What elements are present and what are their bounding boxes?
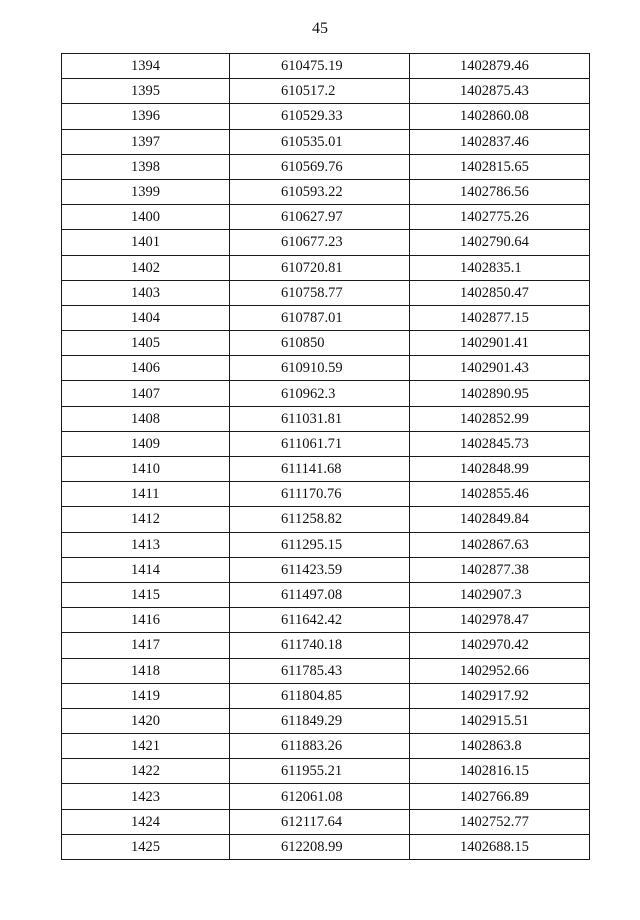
y-coordinate-cell: 1402917.92 xyxy=(410,683,590,708)
table-row xyxy=(62,54,590,79)
x-coordinate-cell: 610517.2 xyxy=(230,79,410,104)
table-row xyxy=(62,557,590,582)
point-number-cell: 1424 xyxy=(62,809,230,834)
point-number-cell: 1395 xyxy=(62,79,230,104)
x-coordinate-cell: 610475.19 xyxy=(230,54,410,79)
table-row xyxy=(62,356,590,381)
point-number-cell: 1405 xyxy=(62,331,230,356)
table-row xyxy=(62,708,590,733)
point-number-cell: 1400 xyxy=(62,205,230,230)
table-row xyxy=(62,482,590,507)
coordinates-table xyxy=(61,53,590,860)
table-row xyxy=(62,532,590,557)
table-row xyxy=(62,154,590,179)
x-coordinate-cell: 611295.15 xyxy=(230,532,410,557)
y-coordinate-cell: 1402901.41 xyxy=(410,331,590,356)
y-coordinate-cell: 1402907.3 xyxy=(410,582,590,607)
y-coordinate-cell: 1402816.15 xyxy=(410,759,590,784)
y-coordinate-cell: 1402875.43 xyxy=(410,79,590,104)
point-number-cell: 1397 xyxy=(62,129,230,154)
y-coordinate-cell: 1402786.56 xyxy=(410,179,590,204)
x-coordinate-cell: 610720.81 xyxy=(230,255,410,280)
table-row xyxy=(62,104,590,129)
point-number-cell: 1396 xyxy=(62,104,230,129)
y-coordinate-cell: 1402790.64 xyxy=(410,230,590,255)
table-row xyxy=(62,784,590,809)
y-coordinate-cell: 1402815.65 xyxy=(410,154,590,179)
x-coordinate-cell: 610962.3 xyxy=(230,381,410,406)
point-number-cell: 1417 xyxy=(62,633,230,658)
x-coordinate-cell: 610787.01 xyxy=(230,305,410,330)
table-row xyxy=(62,608,590,633)
y-coordinate-cell: 1402863.8 xyxy=(410,734,590,759)
table-row xyxy=(62,734,590,759)
y-coordinate-cell: 1402978.47 xyxy=(410,608,590,633)
point-number-cell: 1407 xyxy=(62,381,230,406)
x-coordinate-cell: 611061.71 xyxy=(230,431,410,456)
x-coordinate-cell: 610910.59 xyxy=(230,356,410,381)
point-number-cell: 1398 xyxy=(62,154,230,179)
x-coordinate-cell: 611497.08 xyxy=(230,582,410,607)
table-row xyxy=(62,331,590,356)
x-coordinate-cell: 610850 xyxy=(230,331,410,356)
table-row xyxy=(62,79,590,104)
table-row xyxy=(62,179,590,204)
table-row xyxy=(62,406,590,431)
y-coordinate-cell: 1402775.26 xyxy=(410,205,590,230)
x-coordinate-cell: 612061.08 xyxy=(230,784,410,809)
y-coordinate-cell: 1402890.95 xyxy=(410,381,590,406)
y-coordinate-cell: 1402852.99 xyxy=(410,406,590,431)
y-coordinate-cell: 1402860.08 xyxy=(410,104,590,129)
table-row xyxy=(62,255,590,280)
table-row xyxy=(62,582,590,607)
y-coordinate-cell: 1402850.47 xyxy=(410,280,590,305)
point-number-cell: 1403 xyxy=(62,280,230,305)
point-number-cell: 1416 xyxy=(62,608,230,633)
table-row xyxy=(62,834,590,859)
point-number-cell: 1404 xyxy=(62,305,230,330)
table-row xyxy=(62,507,590,532)
x-coordinate-cell: 611141.68 xyxy=(230,457,410,482)
point-number-cell: 1425 xyxy=(62,834,230,859)
table-row xyxy=(62,280,590,305)
table-row xyxy=(62,431,590,456)
x-coordinate-cell: 610569.76 xyxy=(230,154,410,179)
x-coordinate-cell: 610758.77 xyxy=(230,280,410,305)
x-coordinate-cell: 610535.01 xyxy=(230,129,410,154)
point-number-cell: 1406 xyxy=(62,356,230,381)
x-coordinate-cell: 610593.22 xyxy=(230,179,410,204)
y-coordinate-cell: 1402855.46 xyxy=(410,482,590,507)
x-coordinate-cell: 610677.23 xyxy=(230,230,410,255)
y-coordinate-cell: 1402877.38 xyxy=(410,557,590,582)
x-coordinate-cell: 611785.43 xyxy=(230,658,410,683)
point-number-cell: 1414 xyxy=(62,557,230,582)
y-coordinate-cell: 1402877.15 xyxy=(410,305,590,330)
table-row xyxy=(62,683,590,708)
x-coordinate-cell: 612117.64 xyxy=(230,809,410,834)
table-row xyxy=(62,205,590,230)
y-coordinate-cell: 1402835.1 xyxy=(410,255,590,280)
point-number-cell: 1402 xyxy=(62,255,230,280)
point-number-cell: 1418 xyxy=(62,658,230,683)
table-row xyxy=(62,809,590,834)
y-coordinate-cell: 1402952.66 xyxy=(410,658,590,683)
point-number-cell: 1411 xyxy=(62,482,230,507)
y-coordinate-cell: 1402837.46 xyxy=(410,129,590,154)
y-coordinate-cell: 1402849.84 xyxy=(410,507,590,532)
point-number-cell: 1408 xyxy=(62,406,230,431)
x-coordinate-cell: 611740.18 xyxy=(230,633,410,658)
table-row xyxy=(62,230,590,255)
point-number-cell: 1422 xyxy=(62,759,230,784)
point-number-cell: 1401 xyxy=(62,230,230,255)
point-number-cell: 1409 xyxy=(62,431,230,456)
x-coordinate-cell: 611170.76 xyxy=(230,482,410,507)
table-row xyxy=(62,305,590,330)
y-coordinate-cell: 1402970.42 xyxy=(410,633,590,658)
point-number-cell: 1399 xyxy=(62,179,230,204)
x-coordinate-cell: 611031.81 xyxy=(230,406,410,431)
table-row xyxy=(62,633,590,658)
x-coordinate-cell: 611804.85 xyxy=(230,683,410,708)
table-row xyxy=(62,457,590,482)
coordinates-table-body xyxy=(62,54,590,860)
x-coordinate-cell: 611423.59 xyxy=(230,557,410,582)
point-number-cell: 1415 xyxy=(62,582,230,607)
x-coordinate-cell: 611849.29 xyxy=(230,708,410,733)
point-number-cell: 1413 xyxy=(62,532,230,557)
y-coordinate-cell: 1402867.63 xyxy=(410,532,590,557)
y-coordinate-cell: 1402766.89 xyxy=(410,784,590,809)
point-number-cell: 1423 xyxy=(62,784,230,809)
x-coordinate-cell: 610529.33 xyxy=(230,104,410,129)
point-number-cell: 1412 xyxy=(62,507,230,532)
point-number-cell: 1394 xyxy=(62,54,230,79)
x-coordinate-cell: 612208.99 xyxy=(230,834,410,859)
x-coordinate-cell: 611883.26 xyxy=(230,734,410,759)
point-number-cell: 1410 xyxy=(62,457,230,482)
point-number-cell: 1419 xyxy=(62,683,230,708)
x-coordinate-cell: 611258.82 xyxy=(230,507,410,532)
y-coordinate-cell: 1402879.46 xyxy=(410,54,590,79)
table-row xyxy=(62,381,590,406)
table-row xyxy=(62,759,590,784)
page-number: 45 xyxy=(312,20,328,37)
point-number-cell: 1420 xyxy=(62,708,230,733)
y-coordinate-cell: 1402848.99 xyxy=(410,457,590,482)
x-coordinate-cell: 611955.21 xyxy=(230,759,410,784)
y-coordinate-cell: 1402915.51 xyxy=(410,708,590,733)
table-row xyxy=(62,129,590,154)
point-number-cell: 1421 xyxy=(62,734,230,759)
x-coordinate-cell: 611642.42 xyxy=(230,608,410,633)
x-coordinate-cell: 610627.97 xyxy=(230,205,410,230)
table-row xyxy=(62,658,590,683)
y-coordinate-cell: 1402845.73 xyxy=(410,431,590,456)
y-coordinate-cell: 1402688.15 xyxy=(410,834,590,859)
y-coordinate-cell: 1402752.77 xyxy=(410,809,590,834)
y-coordinate-cell: 1402901.43 xyxy=(410,356,590,381)
